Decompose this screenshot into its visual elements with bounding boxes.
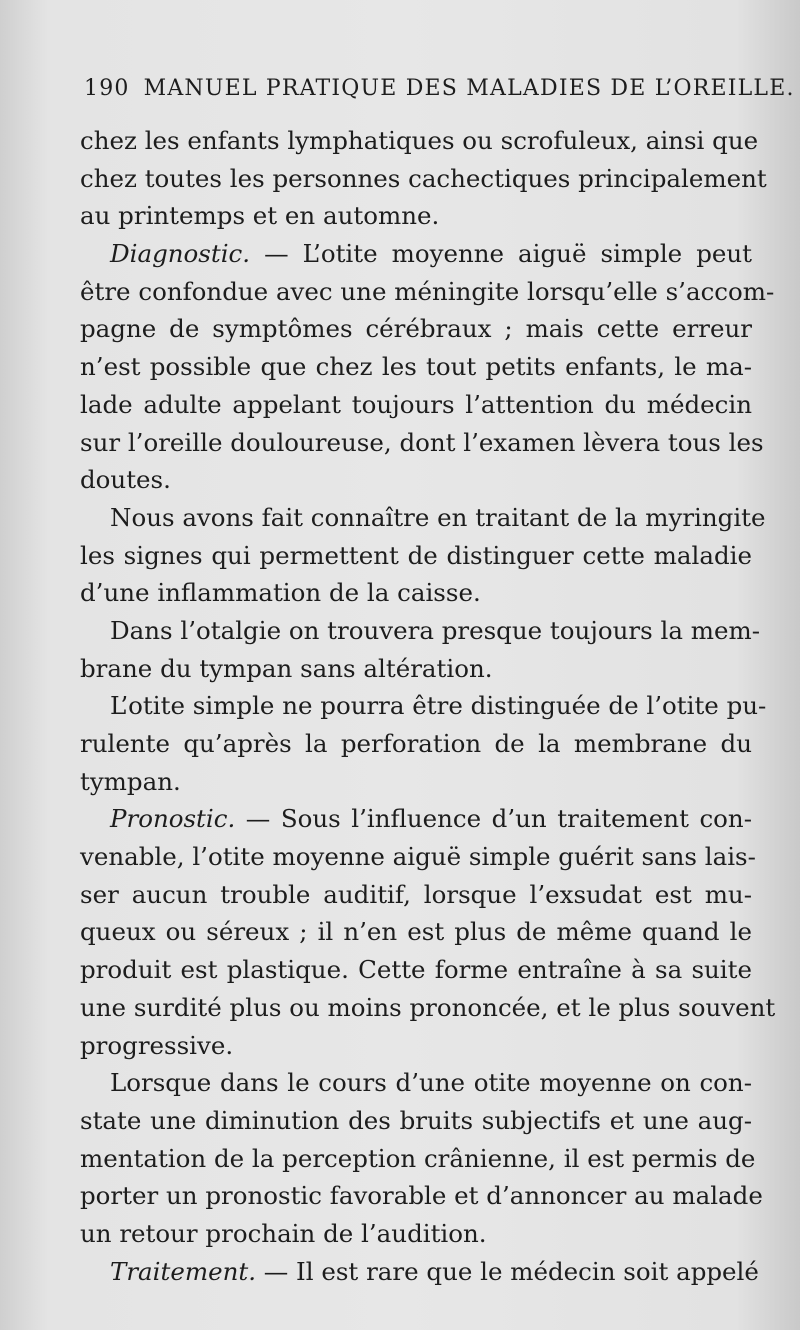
text-line (80, 235, 752, 273)
body-text (80, 122, 776, 1290)
text-line: d’une inflammation de la caisse. (80, 578, 481, 608)
text-line: Nous avons fait connaître en traitant de la myringite (110, 502, 766, 532)
text-run: — Sous l’influence d’un traitement con- (235, 804, 752, 834)
section-heading-traitement: Traitement. (110, 1256, 256, 1286)
running-title: MANUEL PRATIQUE DES MALADIES DE L’OREILLE. (143, 76, 795, 101)
text-line: tympan. (80, 766, 181, 796)
text-line: mentation de la perception crânienne, il est permis de (80, 1143, 756, 1173)
text-line: Dans l’otalgie on trouvera presque toujours la mem- (110, 615, 760, 645)
text-line: lade adulte appelant toujours l’attention du médecin (80, 389, 752, 419)
text-run: — Il est rare que le médecin soit appelé (255, 1256, 759, 1286)
page-number: 190 (84, 76, 130, 101)
text-line: brane du tympan sans altération. (80, 653, 493, 683)
text-line: doutes. (80, 465, 171, 495)
text-line: sur l’oreille douloureuse, dont l’examen lèvera tous les (80, 427, 764, 457)
section-heading-diagnostic: Diagnostic. (110, 239, 251, 269)
text-line: porter un pronostic favorable et d’annoncer au malade (80, 1181, 763, 1211)
running-head (84, 76, 795, 101)
text-line: n’est possible que chez les tout petits enfants, le ma- (80, 352, 752, 382)
text-line: pagne de symptômes cérébraux ; mais cette erreur (80, 314, 752, 344)
text-line: ser aucun trouble auditif, lorsque l’exsudat est mu- (80, 879, 752, 909)
text-line: une surdité plus ou moins prononcée, et le plus souvent (80, 992, 776, 1022)
text-line: venable, l’otite moyenne aiguë simple guérit sans lais- (80, 842, 756, 872)
text-line: les signes qui permettent de distinguer cette maladie (80, 540, 752, 570)
text-line: être confondue avec une méningite lorsqu’elle s’accom- (80, 276, 775, 306)
text-line (80, 800, 752, 838)
text-line: Lorsque dans le cours d’une otite moyenne on con- (110, 1068, 752, 1098)
text-line: state une diminution des bruits subjectifs et une aug- (80, 1105, 752, 1135)
text-line: un retour prochain de l’audition. (80, 1218, 487, 1248)
text-run: — L’otite moyenne aiguë simple peut (250, 239, 752, 269)
text-line: progressive. (80, 1030, 234, 1060)
text-line: chez les enfants lymphatiques ou scrofuleux, ainsi que (80, 126, 759, 155)
text-line: L’otite simple ne pourra être distinguée de l’otite pu- (110, 691, 767, 721)
text-line: rulente qu’après la perforation de la membrane du (80, 729, 752, 758)
text-line: queux ou séreux ; il n’en est plus de même quand le (80, 917, 752, 947)
text-line: au printemps et en automne. (80, 201, 440, 231)
text-line: produit est plastique. Cette forme entraîne à sa suite (80, 955, 752, 985)
section-heading-pronostic: Pronostic. (110, 804, 236, 834)
text-line: chez toutes les personnes cachectiques principalement (80, 163, 767, 193)
text-line (80, 1253, 759, 1291)
